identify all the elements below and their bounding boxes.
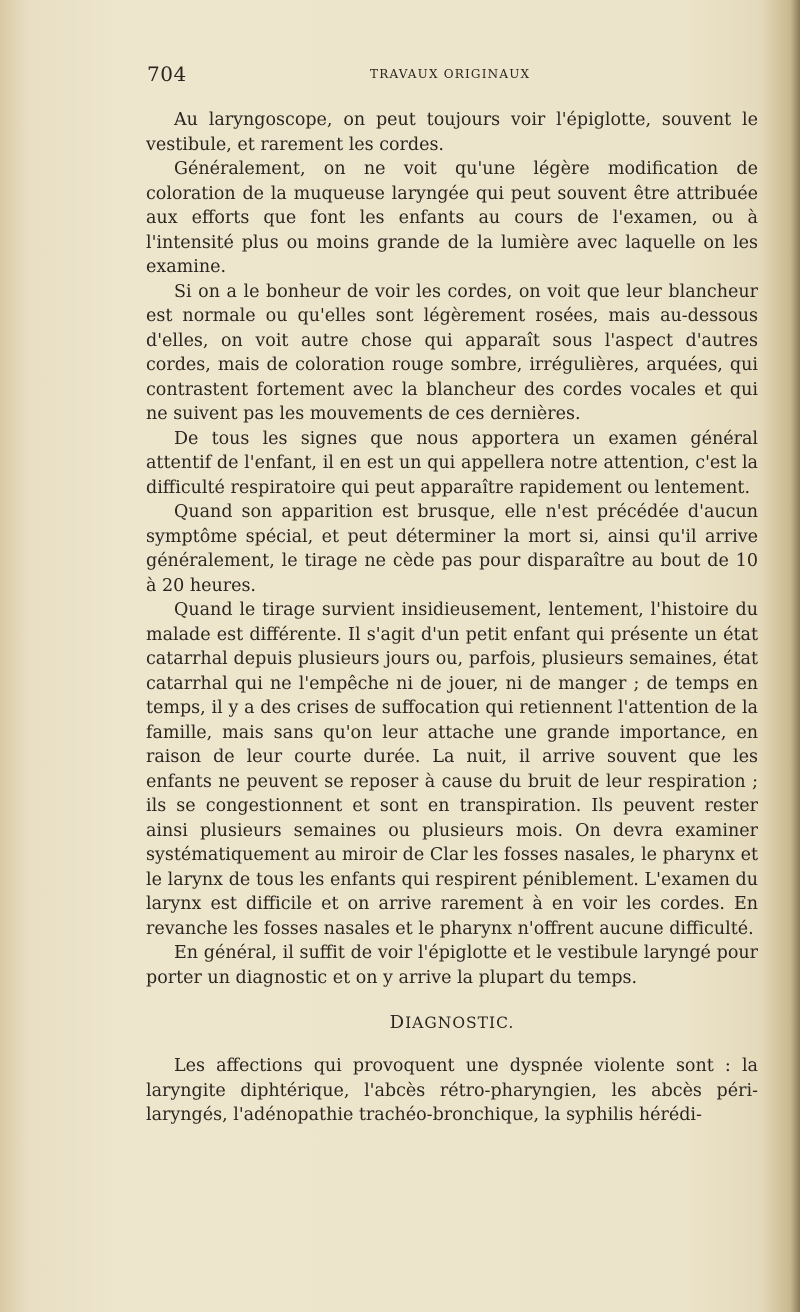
body-text xyxy=(146,108,758,1128)
section-heading xyxy=(146,1013,758,1033)
paragraph: Les affections qui provoquent une dyspnée violente sont : la laryngite diphtérique, l'abcès rétro-pharyngien, les abcès péri-laryngés, l'adénopathie trachéo-bronchique, la syphilis hérédi- xyxy=(146,1056,758,1125)
paragraph: Quand son apparition est brusque, elle n'est précédée d'aucun symptôme spécial, et peut déterminer la mort si, ainsi qu'il arrive généralement, le tirage ne cède pas pour disparaître au bout de 10 à 20 heures. xyxy=(146,502,758,596)
paragraph: Au laryngoscope, on peut toujours voir l'épiglotte, souvent le vestibule, et rarement les cordes. xyxy=(146,110,758,155)
running-head: TRAVAUX ORIGINAUX xyxy=(370,67,531,81)
section-heading-initial: D xyxy=(389,1012,406,1033)
page-number: 704 xyxy=(147,62,187,86)
paragraph: En général, il suffit de voir l'épiglotte et le vestibule laryngé pour porter un diagnostic et on y arrive la plupart du temps. xyxy=(146,943,758,988)
page-header xyxy=(147,62,757,90)
paragraph: Si on a le bonheur de voir les cordes, on voit que leur blancheur est normale ou qu'elles sont légèrement rosées, mais au-dessous d'elles, on voit autre chose qui apparaît sous l'aspect d'autres cordes, mais de coloration rouge sombre, irrégulières, arquées, qui contrastent fortement avec la blancheur des cordes vocales et qui ne suivent pas les mouvements de ces dernières. xyxy=(146,281,758,424)
section-heading-rest: IAGNOSTIC. xyxy=(405,1014,515,1032)
paragraph: De tous les signes que nous apportera un examen général attentif de l'enfant, il en est un qui appellera notre attention, c'est la difficulté respiratoire qui peut apparaître rapidement ou lentement. xyxy=(146,428,758,498)
paragraph: Généralement, on ne voit qu'une légère modification de coloration de la muqueuse laryngée qui peut souvent être attribuée aux efforts que font les enfants au cours de l'examen, ou à l'intensité plus ou moins grande de la lumière avec laquelle on les examine. xyxy=(146,159,758,277)
paragraph: Quand le tirage survient insidieusement, lentement, l'histoire du malade est différente. Il s'agit d'un petit enfant qui présente un état catarrhal depuis plusieurs jours ou, parfois, plusieurs semaines, état catarrhal qui ne l'empêche ni de jouer, ni de manger ; de temps en temps, il y a des crises de suffocation qui retiennent l'attention de la famille, mais sans qu'on leur attache une grande importance, en raison de leur courte durée. La nuit, il arrive souvent que les enfants ne peuvent se reposer à cause du bruit de leur respiration ; ils se congestionnent et sont en transpiration. Ils peuvent rester ainsi plusieurs semaines ou plusieurs mois. On devra examiner systématiquement au miroir de Clar les fosses nasales, le pharynx et le larynx de tous les enfants qui respirent péniblement. L'examen du larynx est difficile et on arrive rarement à en voir les cordes. En revanche les fosses nasales et le pharynx n'offrent aucune difficulté. xyxy=(146,600,758,939)
